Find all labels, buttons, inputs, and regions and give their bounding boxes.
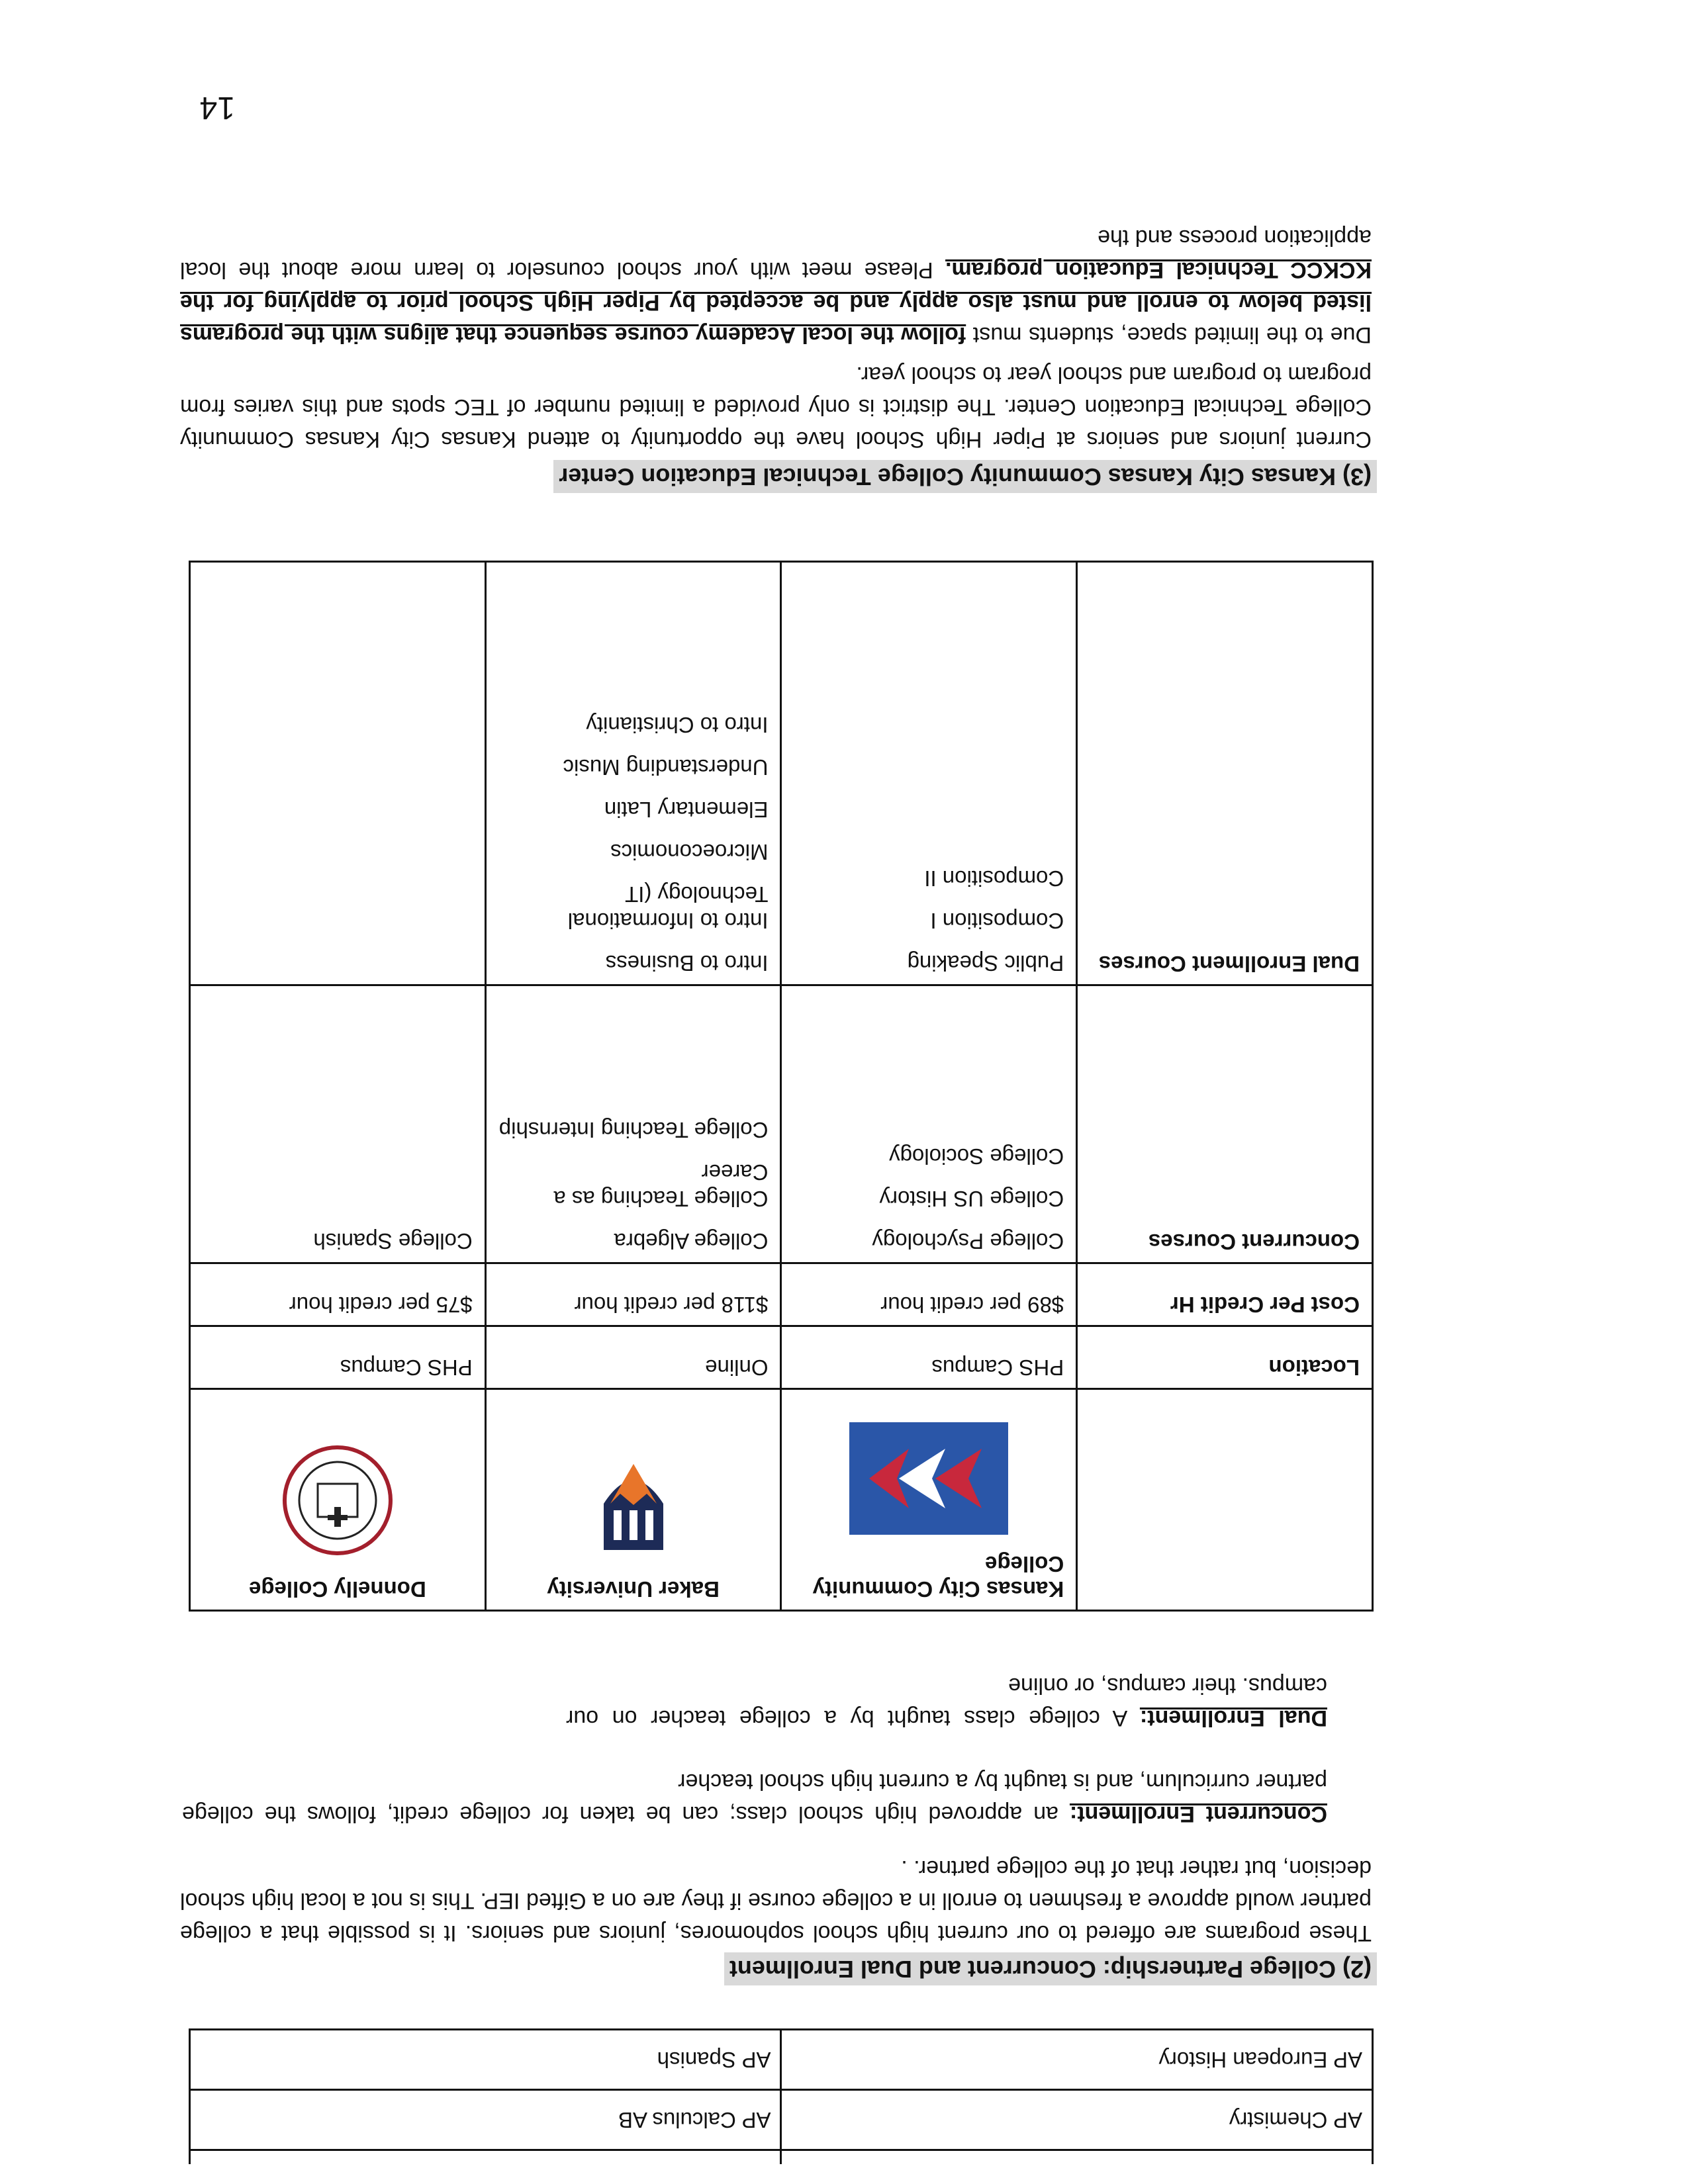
course-item: Public Speaking	[907, 951, 1064, 976]
row-label: Location	[1077, 1326, 1373, 1389]
donnelly-seal-icon	[281, 1444, 394, 1557]
page-number: 14	[199, 90, 235, 125]
table-cell: Online	[485, 1326, 781, 1389]
course-item: Elementary Latin	[604, 797, 769, 822]
course-item: Intro to Business	[605, 951, 769, 976]
section-3-heading: (3) Kansas City Kansas Community College Technical Education Center	[553, 460, 1377, 493]
baker-logo	[498, 1452, 769, 1557]
concurrent-enrollment-text: an approved high school class; can be taken for college credit, follows the college partner curriculum, and is taught by a current high school teacher	[182, 1769, 1327, 1827]
dual-enrollment-term: Dual Enrollment:	[1139, 1706, 1327, 1731]
course-item: Intro to Informational Technology (IT	[567, 882, 769, 933]
table-row	[190, 1326, 1373, 1389]
college-name: Baker University	[547, 1577, 720, 1602]
table-cell	[485, 562, 781, 985]
table-cell	[781, 562, 1077, 985]
table-cell	[781, 985, 1077, 1263]
table-cell: AP Chemistry	[781, 2090, 1373, 2150]
section-3-paragraph-2-start: Due to the limited space, students must	[966, 322, 1372, 347]
table-cell	[190, 2150, 782, 2165]
table-row	[190, 562, 1373, 985]
row-label: Concurrent Courses	[1077, 985, 1373, 1263]
course-item: Composition I	[930, 909, 1064, 933]
table-cell	[781, 1389, 1077, 1611]
table-row	[190, 2090, 1373, 2150]
course-item: Composition II	[924, 866, 1064, 891]
dual-enrollment-definition	[566, 1669, 1327, 1734]
ap-course-table	[189, 2028, 1374, 2164]
course-item: Intro to Christianity	[586, 713, 769, 737]
row-label: Cost Per Credit Hr	[1077, 1263, 1373, 1326]
section-2-heading: (2) College Partnership: Concurrent and Dual Enrollment	[724, 1952, 1377, 1985]
table-cell	[190, 562, 486, 985]
concurrent-enrollment-term: Concurrent Enrollment:	[1069, 1801, 1327, 1827]
section-3-paragraph-2-end: Please meet with your school counselor to learn more about the local application process and the	[179, 225, 1372, 283]
table-cell	[1077, 1389, 1373, 1611]
section-2-intro: These programs are offered to our current high school sophomores, juniors and seniors. It is possible that a college partner would approve a freshmen to enroll in a college course if they are on a Gifted IEP. This is not a local high school decision, but rather that of the college partner. .	[180, 1856, 1372, 1946]
table-cell: $89 per credit hour	[781, 1263, 1077, 1326]
table-row	[190, 1389, 1373, 1611]
dual-enrollment-text: A college class taught by a college teacher on our campus. their campus, or online	[566, 1673, 1327, 1731]
course-item: College Psychology	[872, 1229, 1064, 1253]
table-cell: $75 per credit hour	[190, 1263, 486, 1326]
row-label: Dual Enrollment Courses	[1077, 562, 1373, 985]
table-row	[190, 1263, 1373, 1326]
table-cell: AP Calculus AB	[190, 2090, 782, 2150]
table-row	[190, 2030, 1373, 2090]
course-item: College Teaching as a Career	[553, 1160, 769, 1211]
concurrent-enrollment-definition	[182, 1765, 1327, 1830]
course-item: College Spanish	[313, 1229, 473, 1253]
table-row	[190, 2150, 1373, 2165]
table-cell	[781, 2150, 1373, 2165]
section-3-paragraph-1: Current juniors and seniors at Piper High School have the opportunity to attend Kansas City Kansas Community College Technical Education Center. The district is only provided a limited number of TEC spots and this varies from program to program and school year to school year.	[180, 362, 1372, 452]
course-item: College Sociology	[889, 1144, 1064, 1169]
kckcc-logo-icon	[849, 1422, 1008, 1535]
course-item: Microeconomics	[610, 840, 769, 864]
section-3-requirement: follow the local Academy course sequence that aligns with the programs listed below to enroll and must also apply and be accepted by Piper High School prior to applying for the KCKCC Technical Education program.	[180, 257, 1372, 347]
table-cell: AP Spanish	[190, 2030, 782, 2090]
table-cell	[190, 985, 486, 1263]
table-cell: $118 per credit hour	[485, 1263, 781, 1326]
college-partner-table	[189, 561, 1374, 1612]
college-name: Kansas City Community College	[812, 1552, 1064, 1602]
table-cell: PHS Campus	[781, 1326, 1077, 1389]
course-item: College Teaching Internship	[498, 1118, 769, 1142]
donnelly-logo	[203, 1439, 473, 1557]
course-item: College Algebra	[614, 1229, 769, 1253]
section-3-paragraph-2	[180, 221, 1372, 351]
table-cell	[485, 985, 781, 1263]
kckcc-logo	[794, 1417, 1064, 1535]
baker-shield-icon	[597, 1457, 670, 1557]
table-cell	[485, 1389, 781, 1611]
table-cell: PHS Campus	[190, 1326, 486, 1389]
table-row	[190, 985, 1373, 1263]
course-item: College US History	[879, 1187, 1064, 1211]
table-cell	[190, 1389, 486, 1611]
college-name: Donnelly College	[249, 1577, 426, 1602]
course-item: Understanding Music	[563, 755, 769, 780]
table-cell: AP European History	[781, 2030, 1373, 2090]
